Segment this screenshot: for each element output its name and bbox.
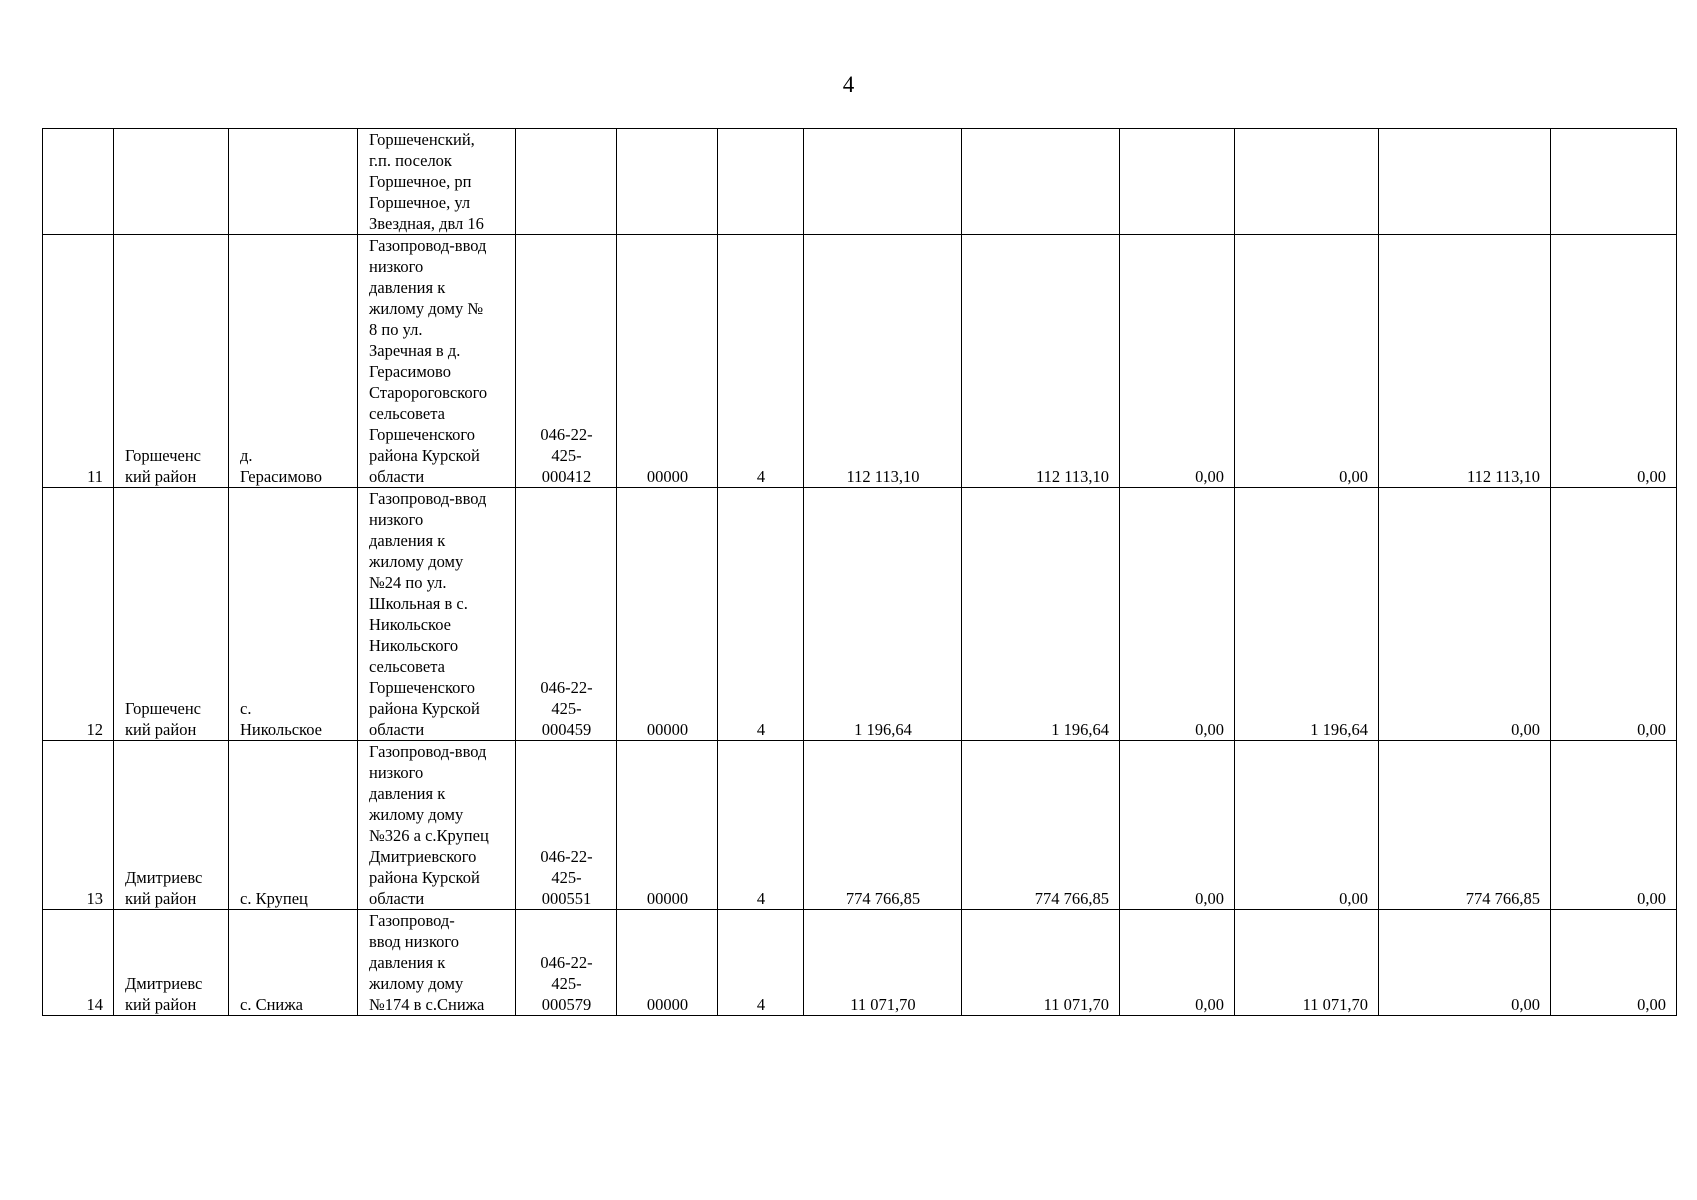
amount-cell <box>1379 129 1551 235</box>
settlement-cell: с. Крупец <box>229 741 358 910</box>
kbk-cell <box>617 129 718 235</box>
data-table <box>42 128 1677 1016</box>
amount-cell: 0,00 <box>1379 910 1551 1016</box>
group-cell: 4 <box>718 910 804 1016</box>
group-cell: 4 <box>718 741 804 910</box>
kbk-cell: 00000 <box>617 910 718 1016</box>
settlement-cell <box>229 129 358 235</box>
amount-cell: 0,00 <box>1551 910 1677 1016</box>
district-cell <box>114 129 229 235</box>
cadastral-code-cell: 046-22- 425- 000579 <box>516 910 617 1016</box>
group-cell <box>718 129 804 235</box>
kbk-cell: 00000 <box>617 741 718 910</box>
table-row <box>43 488 1677 741</box>
amount-cell: 0,00 <box>1120 741 1235 910</box>
object-name-cell: Газопровод- ввод низкого давления к жилому дому №174 в с.Снижа <box>358 910 516 1016</box>
amount-cell: 0,00 <box>1551 235 1677 488</box>
total-cell: 1 196,64 <box>804 488 962 741</box>
amount-cell: 11 071,70 <box>1235 910 1379 1016</box>
row-number <box>43 129 114 235</box>
settlement-cell: с. Никольское <box>229 488 358 741</box>
table-row <box>43 129 1677 235</box>
amount-cell: 0,00 <box>1120 235 1235 488</box>
row-number: 11 <box>43 235 114 488</box>
cadastral-code-cell: 046-22- 425- 000412 <box>516 235 617 488</box>
row-number: 14 <box>43 910 114 1016</box>
amount-cell <box>1120 129 1235 235</box>
district-cell: Дмитриевс кий район <box>114 910 229 1016</box>
object-name-cell: Газопровод-ввод низкого давления к жилому дому № 8 по ул. Заречная в д. Герасимово Старороговского сельсовета Горшеченского района Курской области <box>358 235 516 488</box>
amount-cell: 0,00 <box>1235 235 1379 488</box>
settlement-cell: д. Герасимово <box>229 235 358 488</box>
cadastral-code-cell: 046-22- 425- 000459 <box>516 488 617 741</box>
amount-cell: 774 766,85 <box>1379 741 1551 910</box>
amount-cell: 0,00 <box>1120 488 1235 741</box>
district-cell: Горшеченс кий район <box>114 488 229 741</box>
kbk-cell: 00000 <box>617 235 718 488</box>
page-number: 4 <box>842 72 855 97</box>
amount-cell: 1 196,64 <box>1235 488 1379 741</box>
amount-cell: 112 113,10 <box>1379 235 1551 488</box>
amount-cell: 11 071,70 <box>962 910 1120 1016</box>
object-name-cell: Горшеченский, г.п. поселок Горшечное, рп Горшечное, ул Звездная, двл 16 <box>358 129 516 235</box>
district-cell: Дмитриевс кий район <box>114 741 229 910</box>
object-name-cell: Газопровод-ввод низкого давления к жилому дому №326 а с.Крупец Дмитриевского района Курской области <box>358 741 516 910</box>
amount-cell <box>962 129 1120 235</box>
table-row <box>43 235 1677 488</box>
amount-cell: 0,00 <box>1120 910 1235 1016</box>
table-row <box>43 741 1677 910</box>
group-cell: 4 <box>718 235 804 488</box>
settlement-cell: с. Снижа <box>229 910 358 1016</box>
amount-cell: 0,00 <box>1235 741 1379 910</box>
amount-cell: 112 113,10 <box>962 235 1120 488</box>
amount-cell: 0,00 <box>1551 488 1677 741</box>
row-number: 12 <box>43 488 114 741</box>
amount-cell <box>1551 129 1677 235</box>
amount-cell: 0,00 <box>1551 741 1677 910</box>
amount-cell: 0,00 <box>1379 488 1551 741</box>
kbk-cell: 00000 <box>617 488 718 741</box>
amount-cell <box>1235 129 1379 235</box>
amount-cell: 1 196,64 <box>962 488 1120 741</box>
object-name-cell: Газопровод-ввод низкого давления к жилому дому №24 по ул. Школьная в с. Никольское Никольского сельсовета Горшеченского района Курской области <box>358 488 516 741</box>
total-cell <box>804 129 962 235</box>
district-cell: Горшеченс кий район <box>114 235 229 488</box>
cadastral-code-cell <box>516 129 617 235</box>
table-row <box>43 910 1677 1016</box>
total-cell: 11 071,70 <box>804 910 962 1016</box>
total-cell: 774 766,85 <box>804 741 962 910</box>
row-number: 13 <box>43 741 114 910</box>
total-cell: 112 113,10 <box>804 235 962 488</box>
amount-cell: 774 766,85 <box>962 741 1120 910</box>
cadastral-code-cell: 046-22- 425- 000551 <box>516 741 617 910</box>
group-cell: 4 <box>718 488 804 741</box>
